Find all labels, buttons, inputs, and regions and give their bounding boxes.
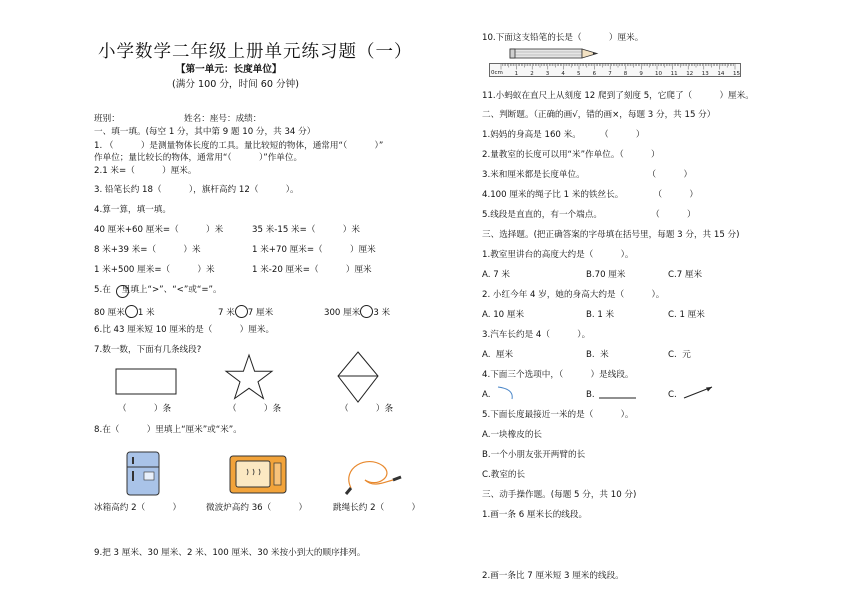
q7-blank: （ ）条 xyxy=(228,404,282,414)
choice-option: B.一个小朋友张开两臂的长 xyxy=(482,450,586,460)
ruler-number: 11 xyxy=(670,71,678,77)
q8-item: 微波炉高约 36（ ） xyxy=(206,503,308,513)
choice-option: A.一块橡皮的长 xyxy=(482,430,543,440)
compare-b: 7 厘米 xyxy=(247,308,274,318)
q8: 8.在（ ）里填上“厘米”或“米”。 xyxy=(94,425,242,435)
choice-option: A. 10 厘米 xyxy=(482,310,525,320)
q6: 6.比 43 厘米短 10 厘米的是（ ）厘米。 xyxy=(94,325,275,335)
ruler-number: 9 xyxy=(639,71,643,77)
q5: 5.在 里填上“>”、“<”或“=”。 xyxy=(94,285,222,295)
microwave-icon xyxy=(229,455,287,495)
q8-item: 冰箱高约 2（ ） xyxy=(94,503,182,513)
choice-question: 1.教室里讲台的高度大约是（ ）。 xyxy=(482,250,634,260)
drawing-task: 1.画一条 6 厘米长的线段。 xyxy=(482,510,588,520)
ruler-number: 1 xyxy=(514,71,519,77)
choice-option: B.70 厘米 xyxy=(586,270,626,280)
calc-item: 35 米-15 米=（ ）米 xyxy=(252,225,360,235)
pencil-icon xyxy=(509,47,605,61)
unit-subtitle: 【第一单元：长度单位】 xyxy=(176,64,282,75)
choice-question: 3.汽车长约是 4（ ）。 xyxy=(482,330,591,340)
section-3-header: 三、选择题。(把正确答案的字母填在括号里，每题 3 分，共 15 分) xyxy=(482,230,740,240)
calc-item: 1 米-20 厘米=（ ）厘米 xyxy=(252,265,372,275)
section-2-header: 二、判断题。（正确的画√，错的画×，每题 3 分，共 15 分） xyxy=(482,110,716,120)
q11: 11.小蚂蚁在直尺上从刻度 12 爬到了刻度 5，它爬了（ ）厘米。 xyxy=(482,91,754,101)
compare-a: 7 米 xyxy=(218,308,235,318)
curve-line-icon xyxy=(496,385,518,401)
ruler-number: 10 xyxy=(655,71,662,77)
q7: 7.数一数，下面有几条线段? xyxy=(94,345,202,355)
compare-item xyxy=(324,305,390,319)
choice-option: C. 元 xyxy=(668,350,691,360)
compare-item xyxy=(218,305,273,319)
judge-item: 4.100 厘米的绳子比 1 米的铁丝长。 （ ） xyxy=(482,190,698,200)
ruler-unit-label: 0cm xyxy=(491,70,503,76)
ruler-number: 4 xyxy=(561,71,565,77)
q10: 10.下面这支铅笔的长是（ ）厘米。 xyxy=(482,33,644,43)
ruler-number: 6 xyxy=(592,71,597,77)
drawing-task: 2.画一条比 7 厘米短 3 厘米的线段。 xyxy=(482,571,624,581)
judge-item: 3.米和厘米都是长度单位。 （ ） xyxy=(482,170,693,180)
q7-blank: （ ）条 xyxy=(340,404,394,414)
q4: 4.算一算，填一填。 xyxy=(94,205,171,215)
compare-a: 300 厘米 xyxy=(324,308,361,318)
choice-option: B. 1 米 xyxy=(586,310,615,320)
compare-b: 1 米 xyxy=(137,308,155,318)
section-1-header: 一、填一填。(每空 1 分，其中第 9 题 10 分，共 34 分） xyxy=(94,127,316,137)
q1-line2: 作单位；量比较长的物体，通常用“（ ）”作单位。 xyxy=(94,153,303,163)
choice-option: B. xyxy=(586,390,595,400)
compare-a: 80 厘米 xyxy=(94,308,125,318)
choice-question: 5.下面长度最接近一米的是（ ）。 xyxy=(482,410,634,420)
judge-item: 2.量教室的长度可以用“米”作单位。（ ） xyxy=(482,150,660,160)
compare-circle-icon xyxy=(360,305,373,318)
segment-line-icon xyxy=(596,395,640,401)
choice-option: C.教室的长 xyxy=(482,470,526,480)
ruler-number: 14 xyxy=(717,71,725,77)
choice-option: A. xyxy=(482,390,491,400)
ruler-number: 8 xyxy=(623,71,628,77)
q8-item: 跳绳长约 2（ ） xyxy=(333,503,421,513)
page-title: 小学数学二年级上册单元练习题（一） xyxy=(98,42,413,62)
ruler-number: 15 xyxy=(733,71,740,77)
q1-line1: 1. （ ）是测量物体长度的工具。量比较短的物体，通常用“（ ）” xyxy=(94,141,384,151)
section-4-header: 三、动手操作题。(每题 5 分，共 10 分) xyxy=(482,490,637,500)
choice-question: 4.下面三个选项中，（ ）是线段。 xyxy=(482,370,634,380)
compare-b: 3 米 xyxy=(373,308,391,318)
circle-icon xyxy=(116,285,129,298)
ruler xyxy=(489,63,741,77)
ray-arrow-icon xyxy=(682,383,716,401)
choice-option: A. 厘米 xyxy=(482,350,514,360)
compare-item xyxy=(94,305,155,319)
choice-option: A. 7 米 xyxy=(482,270,510,280)
fridge-icon xyxy=(124,450,162,498)
compare-circle-icon xyxy=(235,305,248,318)
calc-item: 40 厘米+60 厘米=（ ）米 xyxy=(94,225,224,235)
star-shape xyxy=(224,354,274,402)
ruler-number: 12 xyxy=(686,71,694,77)
calc-item: 1 米+70 厘米=（ ）厘米 xyxy=(252,245,376,255)
q2: 2.1 米=（ ）厘米。 xyxy=(94,166,197,176)
ruler-number: 5 xyxy=(577,71,581,77)
choice-option: C. 1 厘米 xyxy=(668,310,705,320)
diamond-shape xyxy=(337,351,379,403)
choice-option: C.7 厘米 xyxy=(668,270,703,280)
compare-circle-icon xyxy=(125,305,138,318)
jump-rope-icon xyxy=(337,458,407,496)
q7-blank: （ ）条 xyxy=(118,404,172,414)
choice-option: C. xyxy=(668,390,677,400)
calc-item: 8 米+39 米=（ ）米 xyxy=(94,245,201,255)
judge-item: 1.妈妈的身高是 160 米。 （ ） xyxy=(482,130,645,140)
ruler-number: 13 xyxy=(701,71,709,77)
info-student: 姓名：座号：成绩： xyxy=(184,114,262,124)
ruler-number: 7 xyxy=(608,71,612,77)
choice-option: B. 米 xyxy=(586,350,609,360)
judge-item: 5.线段是直直的，有一个端点。 （ ） xyxy=(482,210,696,220)
ruler-number: 2 xyxy=(530,71,534,77)
ruler-number: 3 xyxy=(545,71,550,77)
info-class: 班别： xyxy=(94,114,120,124)
q3: 3. 铅笔长约 18（ ），旗杆高约 12（ ）。 xyxy=(94,185,299,195)
score-note: (满分 100 分，时间 60 分钟) xyxy=(172,79,299,90)
choice-question: 2. 小红今年 4 岁，她的身高大约是（ ）。 xyxy=(482,290,665,300)
q9: 9.把 3 厘米、30 厘米、2 米、100 厘米、30 米按小到大的顺序排列。 xyxy=(94,548,366,558)
rectangle-shape xyxy=(115,368,177,396)
calc-item: 1 米+500 厘米=（ ）米 xyxy=(94,265,215,275)
